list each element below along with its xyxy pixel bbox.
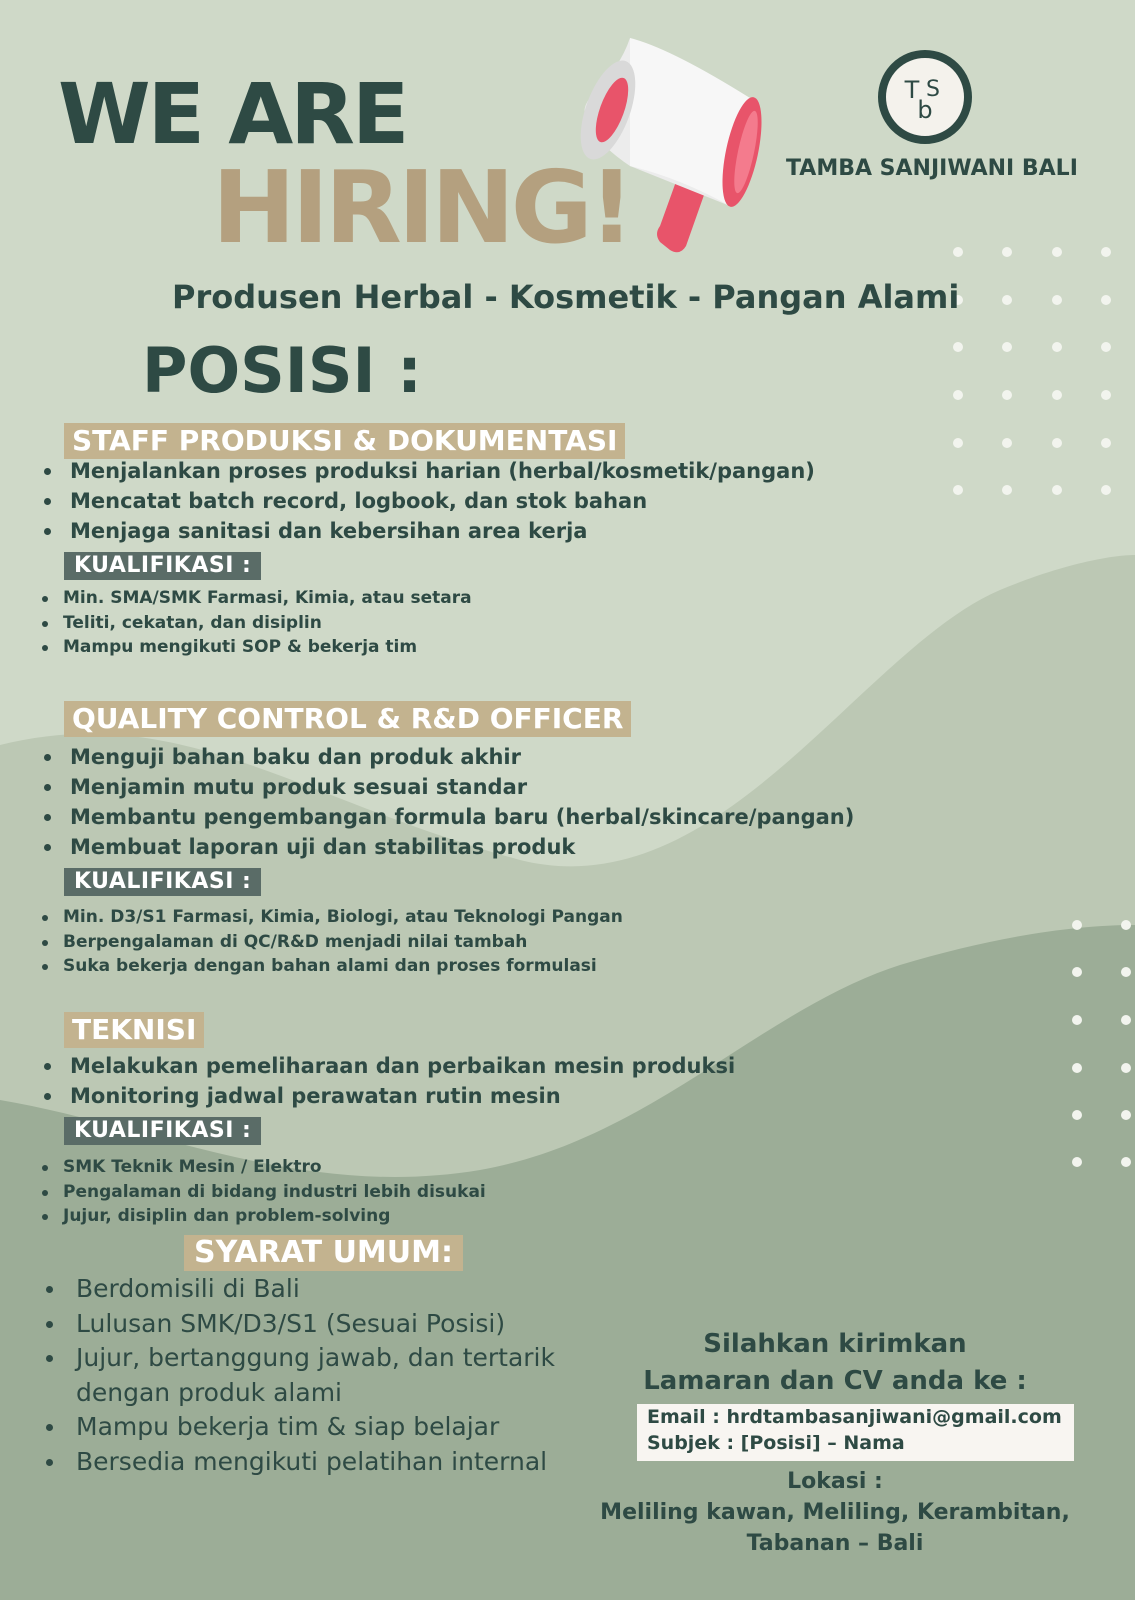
list-item: Menguji bahan baku dan produk akhir [70, 742, 854, 772]
list-item: Jujur, bertanggung jawab, dan tertarik dengan produk alami [76, 1341, 596, 1410]
cta-line: Lamaran dan CV anda ke : [643, 1366, 1027, 1396]
svg-text:b: b [917, 96, 933, 124]
location-address: Meliling kawan, Meliling, Kerambitan, [600, 1500, 1070, 1525]
position-title-teknisi: TEKNISI [64, 1012, 204, 1048]
qualifications-list-staff-produksi [63, 586, 472, 660]
list-item: Suka bekerja dengan bahan alami dan proses formulasi [63, 954, 623, 979]
duties-list-qc-rnd [70, 742, 854, 862]
kualifikasi-label-qc-rnd: KUALIFIKASI : [64, 868, 261, 896]
list-item: Min. SMA/SMK Farmasi, Kimia, atau setara [63, 586, 472, 611]
duties-list-staff-produksi [70, 456, 815, 546]
list-item: SMK Teknik Mesin / Elektro [63, 1155, 486, 1180]
headline-hiring: HIRING! [212, 149, 631, 266]
location-label: Lokasi : [787, 1469, 883, 1494]
qualifications-list-teknisi [63, 1155, 486, 1229]
list-item: Min. D3/S1 Farmasi, Kimia, Biologi, atau Teknologi Pangan [63, 905, 623, 930]
application-instructions [600, 1326, 1070, 1400]
list-item: Mampu mengikuti SOP & bekerja tim [63, 635, 472, 660]
list-item: Membantu pengembangan formula baru (herbal/skincare/pangan) [70, 802, 854, 832]
qualifications-list-qc-rnd [63, 905, 623, 979]
brand-name: TAMBA SANJIWANI BALI [786, 156, 1078, 181]
tagline: Produsen Herbal - Kosmetik - Pangan Alami [172, 278, 960, 316]
brand-logo [878, 50, 972, 144]
list-item: Pengalaman di bidang industri lebih disukai [63, 1180, 486, 1205]
location-address: Tabanan – Bali [746, 1531, 924, 1556]
list-item: Mencatat batch record, logbook, dan stok bahan [70, 486, 815, 516]
cta-line: Silahkan kirimkan [703, 1329, 967, 1359]
email-box [637, 1404, 1074, 1461]
general-requirements-title: SYARAT UMUM: [184, 1235, 463, 1271]
list-item: Berdomisili di Bali [76, 1272, 596, 1307]
list-item: Monitoring jadwal perawatan rutin mesin [70, 1081, 735, 1111]
list-item: Berpengalaman di QC/R&D menjadi nilai tambah [63, 930, 623, 955]
email-address[interactable]: Email : hrdtambasanjiwani@gmail.com [647, 1406, 1062, 1428]
position-title-qc-rnd: QUALITY CONTROL & R&D OFFICER [64, 701, 631, 737]
list-item: Jujur, disiplin dan problem-solving [63, 1204, 486, 1229]
list-item: Lulusan SMK/D3/S1 (Sesuai Posisi) [76, 1307, 596, 1342]
list-item: Membuat laporan uji dan stabilitas produk [70, 832, 854, 862]
position-title-staff-produksi: STAFF PRODUKSI & DOKUMENTASI [64, 423, 625, 459]
kualifikasi-label-staff-produksi: KUALIFIKASI : [64, 552, 261, 580]
list-item: Bersedia mengikuti pelatihan internal [76, 1445, 596, 1480]
list-item: Menjamin mutu produk sesuai standar [70, 772, 854, 802]
general-requirements-list [76, 1272, 596, 1479]
email-subject: Subjek : [Posisi] – Nama [647, 1432, 905, 1454]
list-item: Mampu bekerja tim & siap belajar [76, 1410, 596, 1445]
positions-heading: POSISI : [142, 334, 422, 407]
svg-text:T: T [904, 76, 920, 104]
headline-we-are: WE ARE [58, 65, 407, 163]
location-block [590, 1466, 1080, 1559]
kualifikasi-label-teknisi: KUALIFIKASI : [64, 1117, 261, 1145]
list-item: Teliti, cekatan, dan disiplin [63, 611, 472, 636]
list-item: Melakukan pemeliharaan dan perbaikan mesin produksi [70, 1051, 735, 1081]
svg-text:S: S [926, 77, 940, 102]
duties-list-teknisi [70, 1051, 735, 1111]
list-item: Menjalankan proses produksi harian (herbal/kosmetik/pangan) [70, 456, 815, 486]
list-item: Menjaga sanitasi dan kebersihan area kerja [70, 516, 815, 546]
